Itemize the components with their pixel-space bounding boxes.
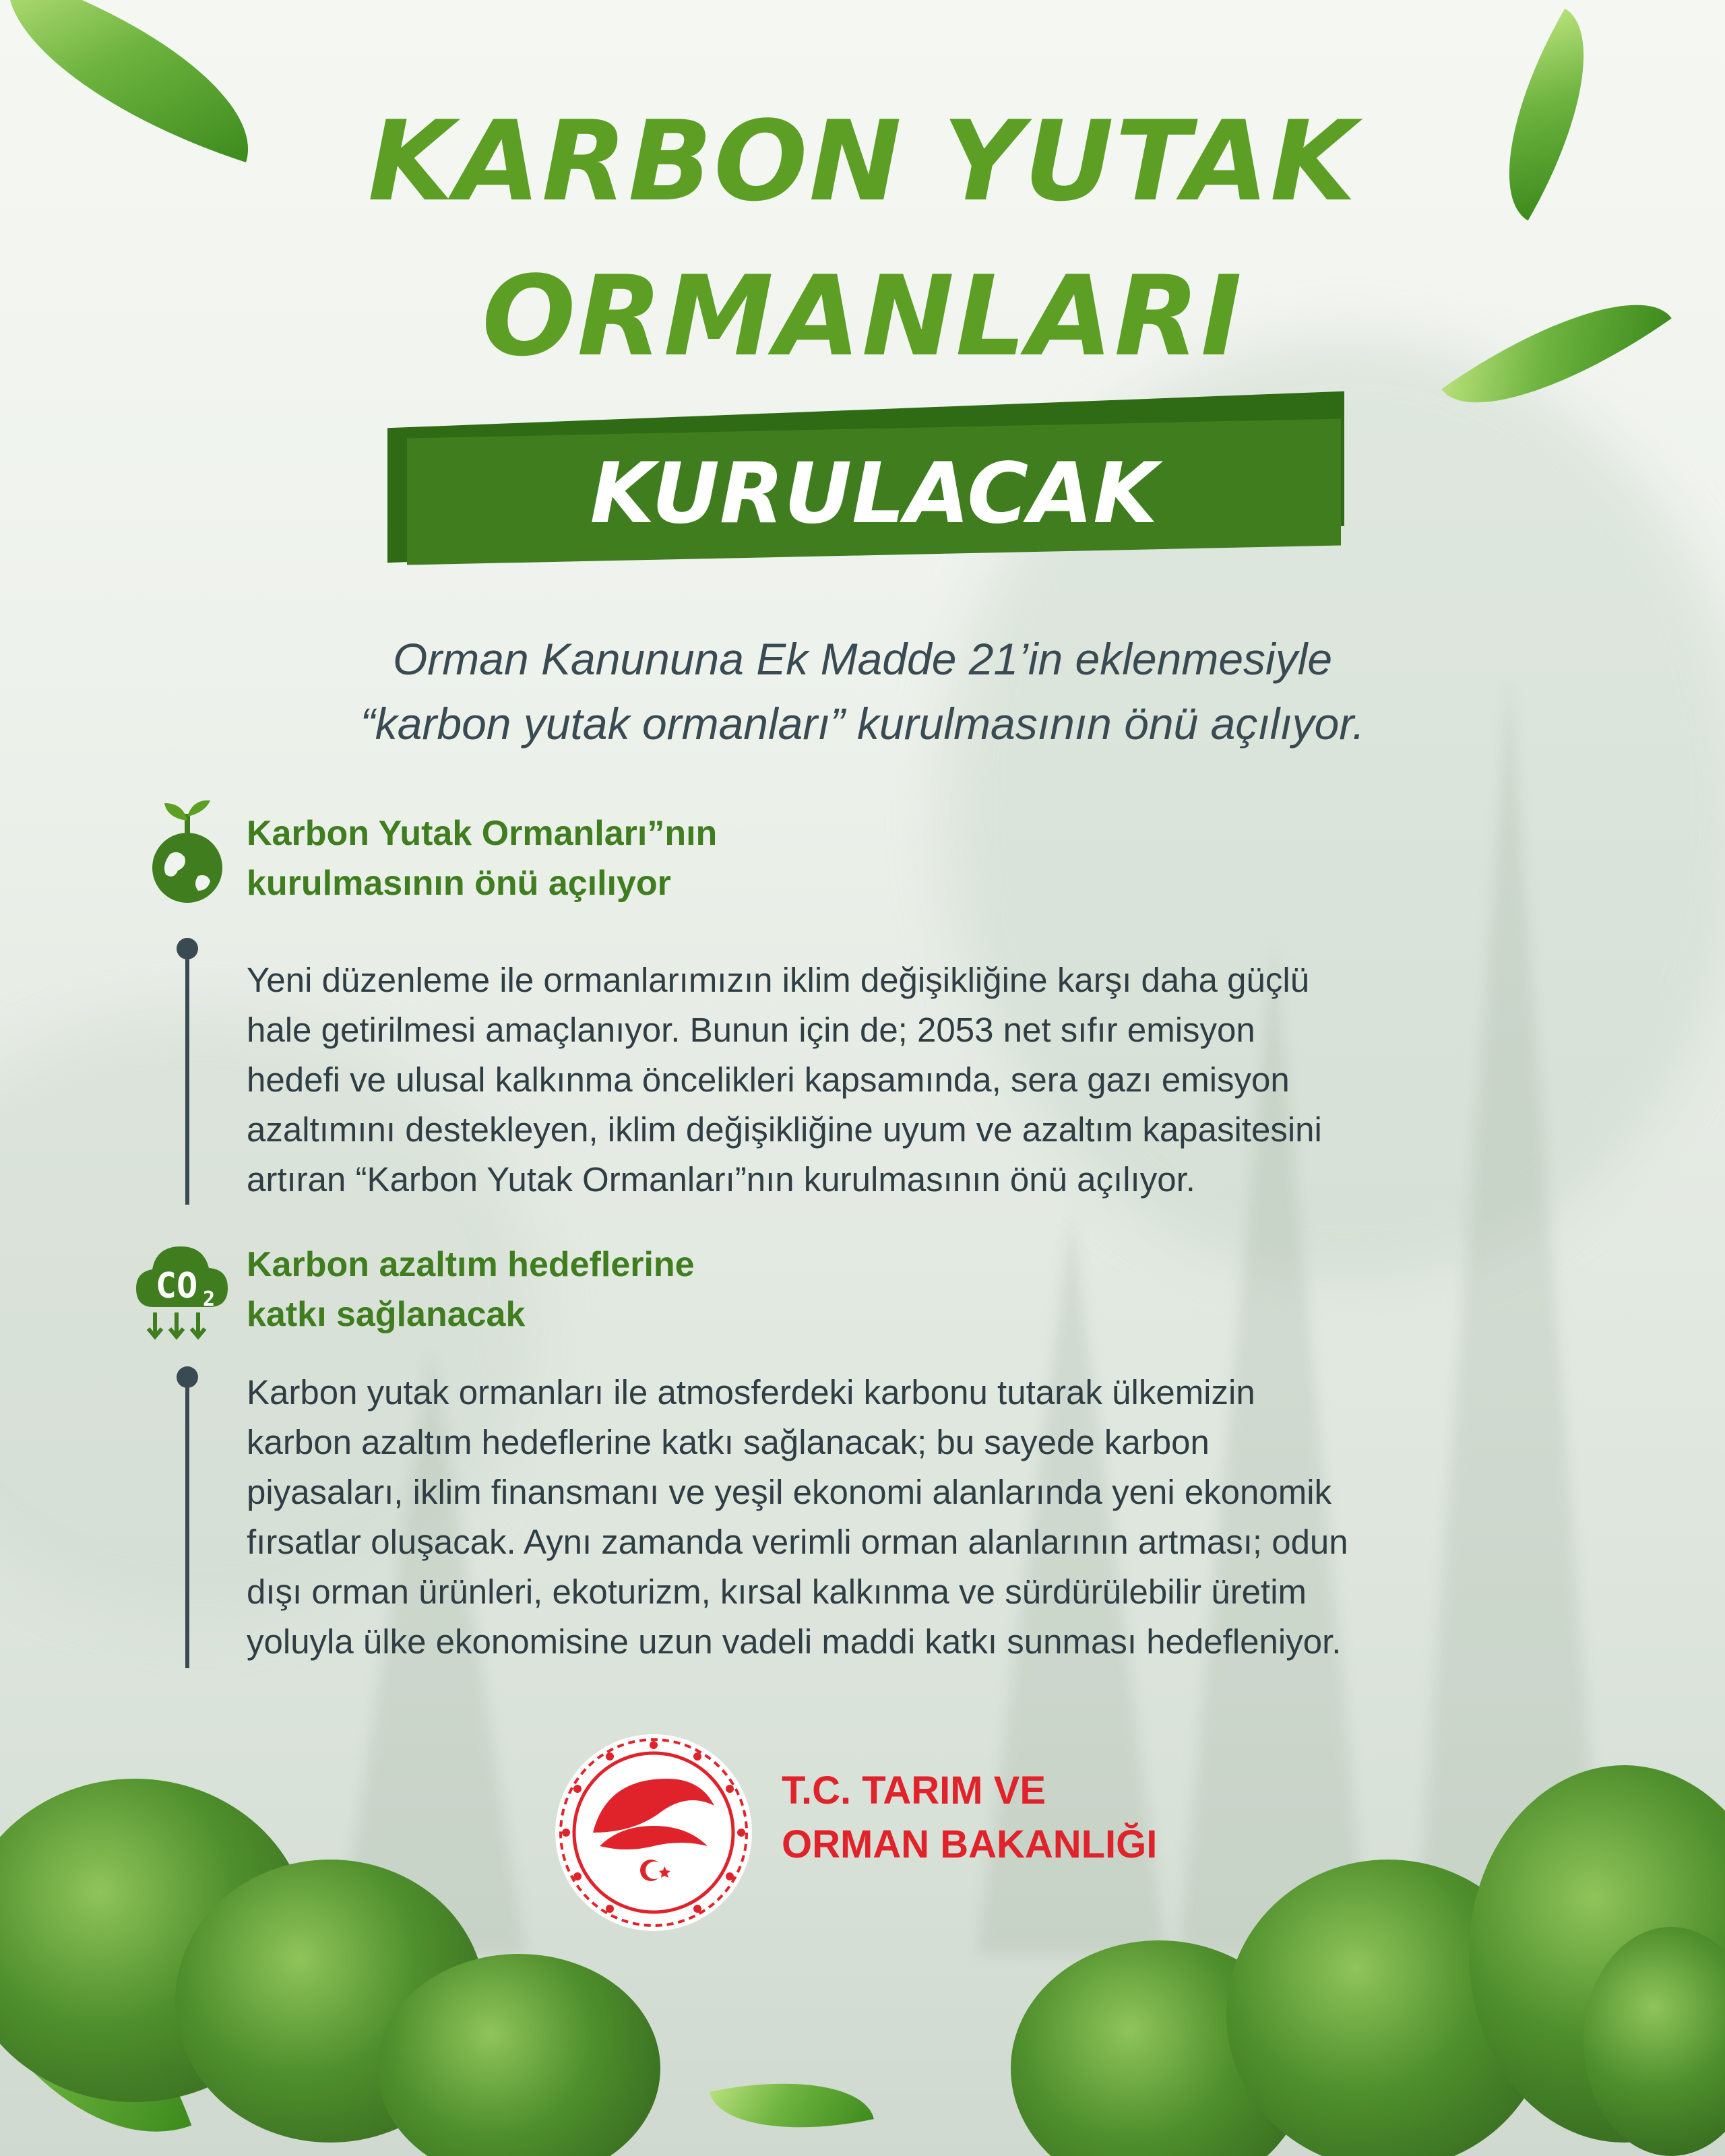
ministry-name-line-1: T.C. TARIM VE	[782, 1769, 1046, 1812]
text-line: piyasaları, iklim finansmanı ve yeşil ekonomi alanlarında yeni ekonomik	[247, 1473, 1332, 1511]
text-line: fırsatlar oluşacak. Aynı zamanda verimli orman alanlarının artması; odun	[247, 1523, 1348, 1561]
globe-seedling-icon	[150, 800, 225, 908]
timeline-line	[185, 949, 189, 1205]
pine-silhouette	[1415, 674, 1604, 1954]
text-line: Karbon yutak ormanları ile atmosferdeki karbonu tutarak ülkemizin	[247, 1373, 1255, 1412]
text-line: azaltımını destekleyen, iklim değişikliğine uyum ve azaltım kapasitesini	[247, 1110, 1322, 1149]
title-line-2: ORMANLARI	[482, 252, 1243, 381]
text-line: artıran “Karbon Yutak Ormanları”nın kurulmasının önü açılıyor.	[247, 1160, 1195, 1199]
text-line: karbon azaltım hedeflerine katkı sağlanacak; bu sayede karbon	[247, 1423, 1210, 1461]
section-2-title-line-2: katkı sağlanacak	[247, 1295, 526, 1334]
co2-text: CO	[155, 1266, 198, 1306]
ministry-name	[782, 1764, 1157, 1872]
text-line: yoluyla ülke ekonomisine uzun vadeli maddi katkı sunması hedefleniyor.	[247, 1622, 1342, 1661]
timeline-line	[185, 1377, 189, 1668]
co2-cloud-icon	[135, 1233, 229, 1348]
intro-text	[0, 627, 1725, 756]
intro-line-1: Orman Kanununa Ek Madde 21’in eklenmesiyle	[392, 634, 1333, 684]
section-2-title	[247, 1240, 695, 1339]
section-1-title-line-2: kurulmasının önü açılıyor	[247, 864, 671, 903]
intro-line-2: “karbon yutak ormanları” kurulmasının önü açılıyor.	[360, 699, 1365, 749]
section-1-paragraph	[247, 955, 1628, 1205]
banner-text: KURULACAK	[590, 445, 1158, 542]
section-1-title-line-1: Karbon Yutak Ormanları”nın	[247, 814, 718, 853]
section-2-title-line-1: Karbon azaltım hedeflerine	[247, 1245, 695, 1284]
section-1-title	[247, 808, 717, 908]
ministry-name-line-2: ORMAN BAKANLIĞI	[782, 1822, 1158, 1866]
co2-subscript: 2	[202, 1288, 216, 1311]
leaf	[710, 2060, 874, 2151]
title-line-1: KARBON YUTAK	[367, 97, 1358, 226]
text-line: hedefi ve ulusal kalkınma öncelikleri kapsamında, sera gazı emisyon	[247, 1060, 1290, 1099]
section-2-paragraph	[247, 1368, 1628, 1667]
text-line: dışı orman ürünleri, ekoturizm, kırsal kalkınma ve sürdürülebilir üretim	[247, 1573, 1307, 1611]
ministry-emblem	[553, 1732, 755, 1934]
text-line: Yeni düzenleme ile ormanlarımızın iklim değişikliğine karşı daha güçlü	[247, 961, 1310, 999]
text-line: hale getirilmesi amaçlanıyor. Bunun için de; 2053 net sıfır emisyon	[247, 1011, 1255, 1049]
